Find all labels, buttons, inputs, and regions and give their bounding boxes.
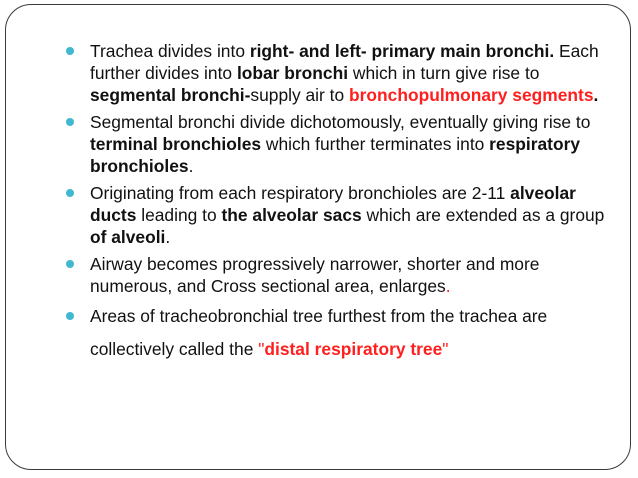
bold-term: of alveoli [90, 227, 166, 247]
bullet-item-distal [60, 305, 605, 360]
bullet-dot-icon [66, 312, 74, 320]
text-run: . [445, 276, 451, 296]
text-run: which are extended as a group [361, 205, 605, 225]
bold-term: terminal bronchioles [90, 134, 262, 154]
text-run: . [593, 85, 599, 105]
bullet-dot-icon [66, 189, 74, 197]
text-run: which in turn give rise to [348, 63, 540, 83]
highlight-term: bronchopulmonary segments [349, 85, 594, 105]
bold-term: alveolar ducts [90, 183, 576, 225]
bullet-dot-icon [66, 118, 74, 126]
bullet-item-segmental [60, 111, 605, 177]
bullet-dot-icon [66, 47, 74, 55]
text-run: leading to [136, 205, 222, 225]
text-run: Originating from each respiratory bronchioles are 2-11 [90, 183, 511, 203]
text-run: supply air to [250, 85, 350, 105]
text-run: Each further divides into [90, 41, 599, 83]
text-run: Areas of tracheobronchial tree furthest from the trachea are [90, 306, 548, 326]
bullet-dot-icon [66, 260, 74, 268]
bold-term: segmental bronchi- [90, 85, 251, 105]
text-run: Trachea divides into [90, 41, 250, 61]
text-run: " [442, 339, 449, 359]
text-run: Segmental bronchi divide dichotomously, eventually giving rise to [90, 112, 591, 132]
text-run: . [165, 227, 171, 247]
text-run: which further terminates into [261, 134, 490, 154]
text-run: " [258, 339, 265, 359]
bold-term: respiratory bronchioles [90, 134, 581, 176]
bullet-list [60, 40, 605, 365]
bold-term: right- and left- primary main bronchi. [249, 41, 555, 61]
bullet-item-alveolar [60, 182, 605, 248]
text-run: Airway becomes progressively narrower, shorter and more numerous, and Cross sectional area, enlarges [90, 254, 540, 296]
bullet-item-trachea [60, 40, 605, 106]
text-line [90, 338, 605, 360]
highlight-term: distal respiratory tree [264, 339, 443, 359]
text-run: . [188, 156, 194, 176]
bold-term: the alveolar sacs [221, 205, 362, 225]
text-run: collectively called the [90, 339, 259, 359]
bullet-item-airway [60, 253, 605, 297]
bold-term: lobar bronchi [236, 63, 349, 83]
